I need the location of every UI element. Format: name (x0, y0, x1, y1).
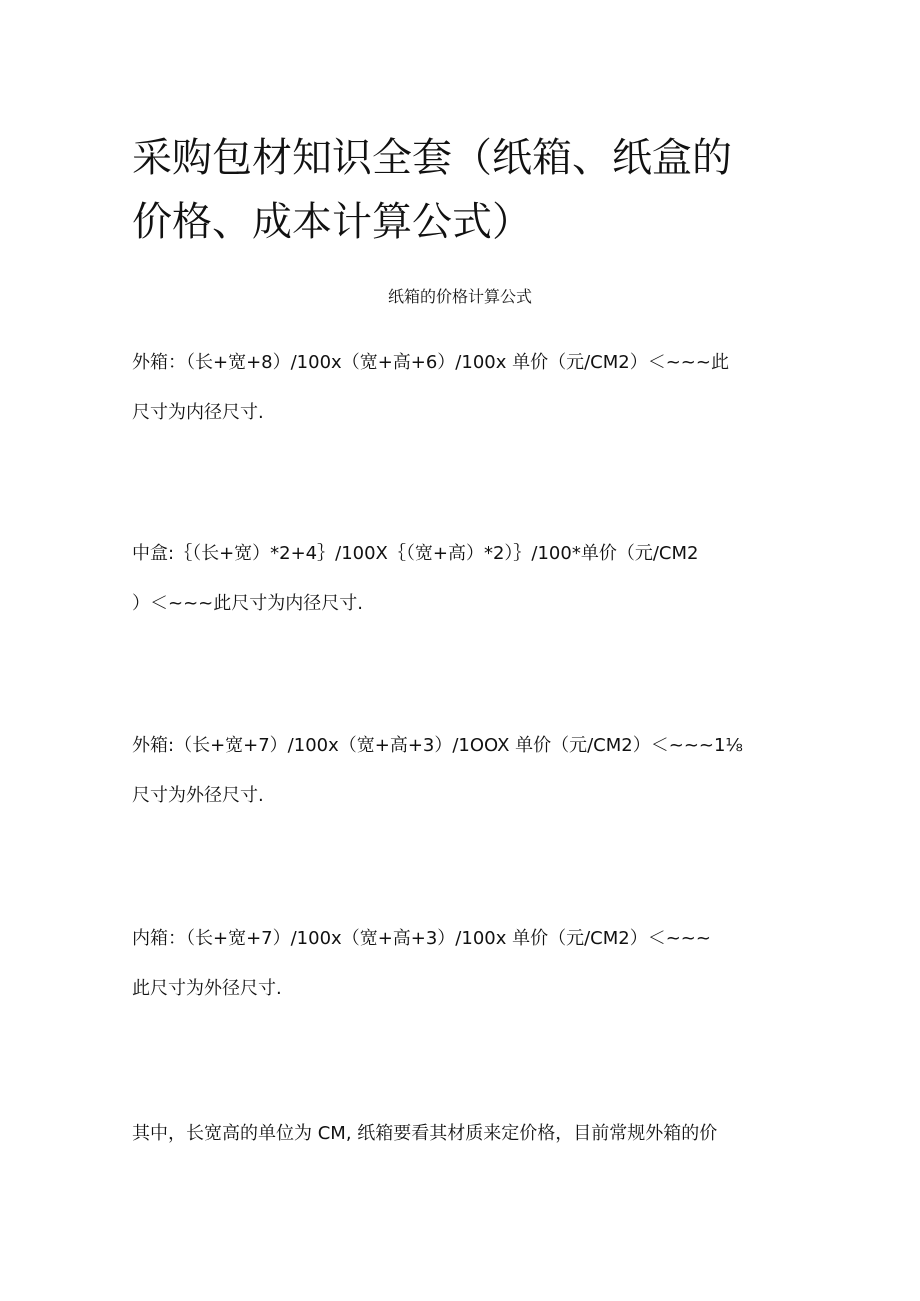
formula-paragraph-inner-box (132, 927, 802, 1027)
formula-paragraph-outer-box-inner-size (132, 351, 802, 451)
paragraph-line: 中盒:｛（长+宽）*2+4｝/100X｛（宽+高）*2）｝/100*单价（元/CM2 (132, 543, 699, 564)
paragraph-line: 尺寸为外径尺寸. (132, 785, 264, 806)
document-title (132, 126, 792, 254)
section-subtitle: 纸箱的价格计算公式 (387, 287, 532, 306)
formula-paragraph-middle-box (132, 542, 802, 642)
paragraph-line: 外箱：（长+宽+8）/100x（宽+高+6）/100x 单价（元/CM2）＜~~~此 (132, 352, 729, 373)
paragraph-line: 内箱：（长+宽+7）/100x（宽+高+3）/100x 单价（元/CM2）＜~~~ (132, 928, 711, 949)
title-line: 采购包材知识全套（纸箱、纸盒的 (132, 135, 732, 181)
paragraph-line: ）＜~~~此尺寸为内径尺寸. (132, 593, 363, 614)
formula-paragraph-outer-box-outer-size (132, 734, 802, 834)
title-line: 价格、成本计算公式） (132, 199, 532, 245)
paragraph-line: 其中，长宽高的单位为 CM, 纸箱要看其材质来定价格，目前常规外箱的价 (132, 1123, 718, 1144)
paragraph-line: 外箱:（长+宽+7）/100x（宽+高+3）/1OOX 单价（元/CM2）＜~~~1⅛ (132, 735, 743, 756)
paragraph-line: 尺寸为内径尺寸. (132, 402, 264, 423)
notes-paragraph (132, 1122, 802, 1172)
paragraph-line: 此尺寸为外径尺寸. (132, 978, 282, 999)
